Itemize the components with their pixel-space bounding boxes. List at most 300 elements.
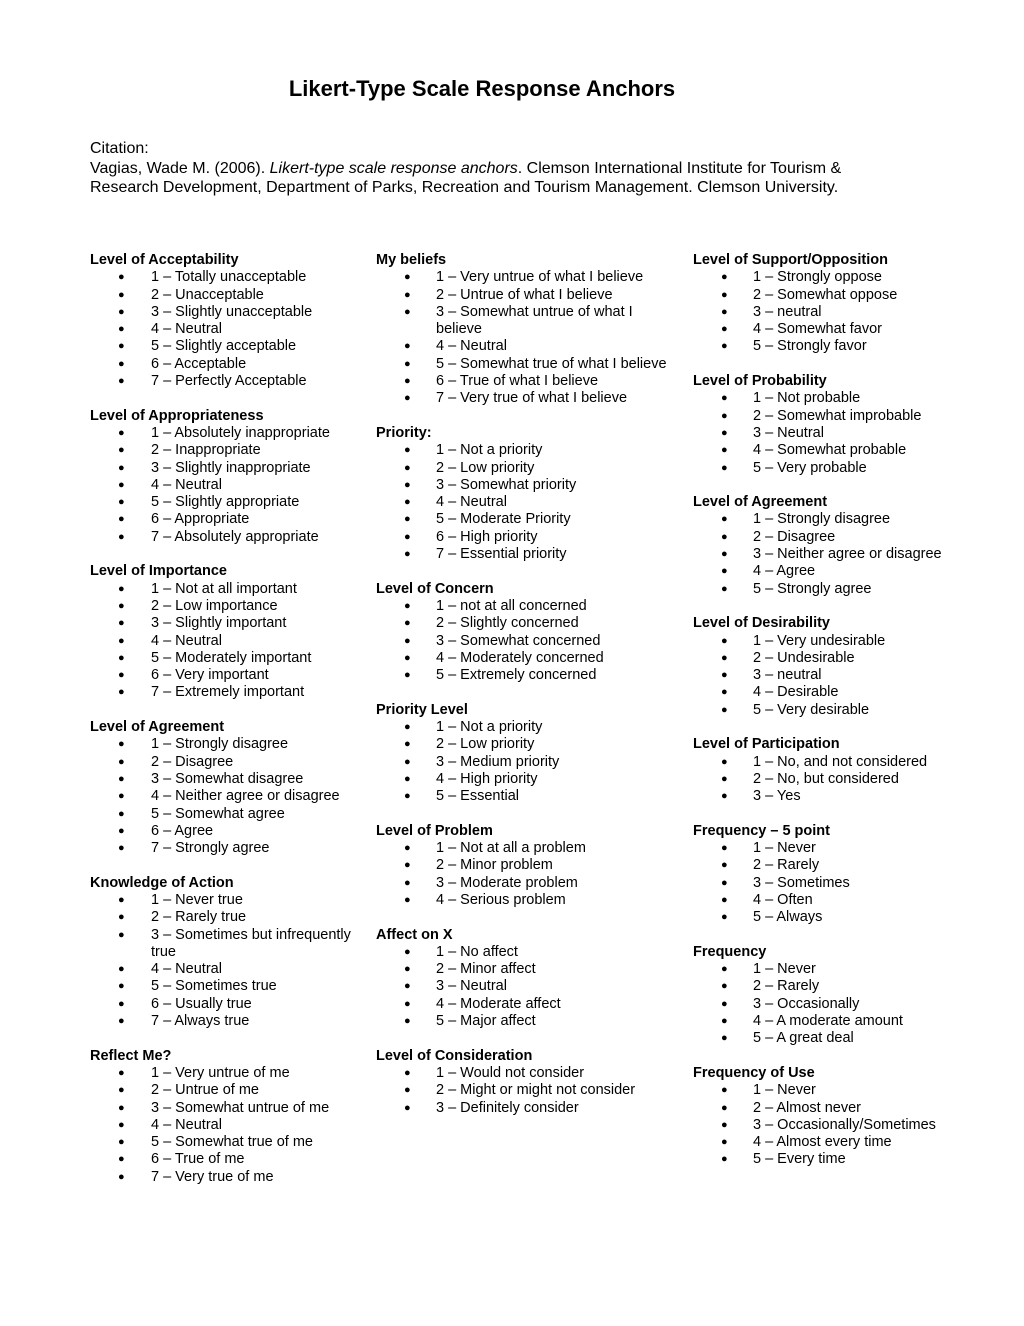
list-item [376,287,676,304]
list-item [693,875,993,892]
bullet-icon: ● [118,1066,125,1079]
list-item [90,356,360,373]
bullet-icon: ● [721,1015,728,1028]
bullet-icon: ● [404,738,411,751]
scale-section [90,719,360,857]
list-item-text: 6 – Appropriate [151,511,250,528]
list-item [693,546,993,563]
list-item [90,684,360,701]
section-title: Priority Level [376,701,468,718]
list-item-text: 7 – Extremely important [151,684,305,701]
list-item-text: 6 – Acceptable [151,355,247,372]
citation-prefix: Vagias, Wade M. (2006). [90,159,270,177]
bullet-icon: ● [721,980,728,993]
column-right [693,252,993,1186]
list-item-text: 2 – Disagree [753,528,836,545]
anchor-list [90,736,360,857]
bullet-icon: ● [118,444,125,457]
list-item [376,390,676,407]
list-item-text: 4 – Desirable [753,684,839,701]
list-item [90,511,360,528]
scale-section [693,373,993,477]
scale-section [693,1065,993,1169]
list-item-text: 7 – Very true of me [151,1168,274,1185]
bullet-icon: ● [118,513,125,526]
list-item-text: 3 – Moderate problem [436,874,578,891]
bullet-icon: ● [404,859,411,872]
bullet-icon: ● [721,271,728,284]
list-item-text: 1 – Never [753,961,816,978]
bullet-icon: ● [118,340,125,353]
list-item-text: 2 – Low priority [436,736,535,753]
list-item-text: 6 – Usually true [151,995,252,1012]
list-item-text: 5 – A great deal [753,1030,854,1047]
anchor-list [693,269,993,355]
section-title: Frequency [693,943,767,960]
list-item [90,598,360,615]
scale-section [90,1048,360,1186]
bullet-icon: ● [721,426,728,439]
list-item-text: 1 – Not a priority [436,719,543,736]
list-item-text: 4 – Neither agree or disagree [151,788,340,805]
list-item-text: 3 – Sometimes but infrequently true [151,926,351,960]
bullet-icon: ● [721,1084,728,1097]
anchor-list [90,581,360,702]
list-item [90,1082,360,1099]
bullet-icon: ● [721,444,728,457]
list-item [376,1082,676,1099]
list-item [376,788,676,805]
list-item-text: 5 – Slightly acceptable [151,338,297,355]
list-item [90,1100,360,1117]
list-item-text: 1 – No affect [436,943,518,960]
list-item-text: 3 – Neutral [436,978,507,995]
list-item [376,477,676,494]
bullet-icon: ● [118,496,125,509]
list-item [376,615,676,632]
list-item [376,511,676,528]
list-item-text: 3 – neutral [753,667,822,684]
list-item-text: 5 – Moderate Priority [436,511,571,528]
list-item-text: 1 – Not at all a problem [436,840,586,857]
list-item-text: 4 – A moderate amount [753,1013,903,1030]
bullet-icon: ● [404,357,411,370]
section-title: Level of Participation [693,736,840,753]
bullet-icon: ● [721,876,728,889]
list-item-text: 4 – Somewhat probable [753,442,907,459]
list-item-text: 2 – Disagree [151,753,234,770]
list-item [90,494,360,511]
list-item [90,373,360,390]
anchor-list [376,944,676,1030]
list-item [693,754,993,771]
bullet-icon: ● [404,599,411,612]
scale-section [90,252,360,390]
list-item-text: 5 – Extremely concerned [436,667,597,684]
list-item-text: 3 – Definitely consider [436,1099,579,1116]
list-item-text: 1 – Absolutely inappropriate [151,424,330,441]
list-item [693,1134,993,1151]
list-item-text: 4 – Serious problem [436,891,566,908]
list-item [90,1134,360,1151]
list-item [693,633,993,650]
bullet-icon: ● [404,1084,411,1097]
bullet-icon: ● [118,1136,125,1149]
bullet-icon: ● [404,617,411,630]
bullet-icon: ● [404,461,411,474]
list-item [90,978,360,995]
bullet-icon: ● [118,271,125,284]
list-item-text: 5 – Slightly appropriate [151,494,300,511]
scale-section [376,1048,676,1117]
bullet-icon: ● [118,651,125,664]
list-item [90,650,360,667]
bullet-icon: ● [118,738,125,751]
bullet-icon: ● [118,1101,125,1114]
scale-section [376,425,676,563]
list-item-text: 5 – Somewhat agree [151,805,285,822]
section-title: Priority: [376,424,432,441]
anchor-list [693,633,993,719]
list-item-text: 1 – Would not consider [436,1064,585,1081]
bullet-icon: ● [118,582,125,595]
citation-suffix: . Clemson International Institute for Tourism & Research Development, Department of Parks, Recreation and Tourism Management. Clemson University. [90,159,842,196]
bullet-icon: ● [404,1015,411,1028]
list-item [90,823,360,840]
list-item-text: 4 – Moderate affect [436,995,561,1012]
bullet-icon: ● [118,1153,125,1166]
bullet-icon: ● [721,842,728,855]
bullet-icon: ● [118,824,125,837]
list-item [90,633,360,650]
list-item-text: 3 – Neither agree or disagree [753,546,942,563]
list-item-text: 3 – Neutral [753,424,824,441]
column-middle [376,252,676,1134]
bullet-icon: ● [721,340,728,353]
list-item-text: 6 – Very important [151,667,269,684]
list-item [90,771,360,788]
list-item-text: 7 – Perfectly Acceptable [151,373,307,390]
bullet-icon: ● [721,582,728,595]
list-item [693,321,993,338]
list-item [693,788,993,805]
list-item [376,1065,676,1082]
bullet-icon: ● [404,478,411,491]
bullet-icon: ● [721,1136,728,1149]
list-item [693,650,993,667]
bullet-icon: ● [118,288,125,301]
section-title: My beliefs [376,252,447,268]
list-item [376,736,676,753]
list-item-text: 2 – Rarely [753,857,820,874]
list-item-text: 2 – Slightly concerned [436,615,579,632]
section-title: Level of Agreement [693,494,828,511]
anchor-list [376,1065,676,1117]
list-item [693,442,993,459]
list-item [376,857,676,874]
list-item [693,892,993,909]
section-title: Frequency – 5 point [693,822,830,839]
bullet-icon: ● [118,634,125,647]
list-item-text: 4 – Somewhat favor [753,321,882,338]
list-item-text: 4 – Neutral [436,494,507,511]
scale-section [693,252,993,356]
anchor-list [90,425,360,546]
list-item-text: 7 – Strongly agree [151,840,270,857]
list-item-text: 3 – Occasionally/Sometimes [753,1116,936,1133]
bullet-icon: ● [404,271,411,284]
bullet-icon: ● [404,669,411,682]
bullet-icon: ● [404,530,411,543]
scale-section [90,563,360,701]
list-item-text: 1 – Very untrue of what I believe [436,269,644,286]
list-item [376,356,676,373]
bullet-icon: ● [721,1153,728,1166]
list-item [90,338,360,355]
list-item [90,840,360,857]
list-item [376,719,676,736]
bullet-icon: ● [721,392,728,405]
bullet-icon: ● [118,997,125,1010]
list-item-text: 4 – High priority [436,770,538,787]
bullet-icon: ● [118,357,125,370]
list-item-text: 1 – Strongly disagree [753,511,891,528]
list-item-text: 3 – Somewhat disagree [151,770,304,787]
list-item [90,961,360,978]
list-item-text: 5 – Very desirable [753,701,870,718]
bullet-icon: ● [118,375,125,388]
bullet-icon: ● [404,721,411,734]
list-item [693,269,993,286]
list-item [693,460,993,477]
scale-section [693,823,993,927]
list-item [376,460,676,477]
list-item-text: 3 – Slightly important [151,615,287,632]
list-item-text: 3 – Somewhat priority [436,476,577,493]
citation [90,139,890,198]
bullet-icon: ● [721,997,728,1010]
list-item-text: 2 – Almost never [753,1099,861,1116]
list-item [90,806,360,823]
anchor-list [693,840,993,926]
list-item [90,754,360,771]
list-item-text: 4 – Agree [753,563,816,580]
bullet-icon: ● [118,461,125,474]
list-item [90,477,360,494]
bullet-icon: ● [404,790,411,803]
bullet-icon: ● [721,1101,728,1114]
list-item [376,494,676,511]
bullet-icon: ● [404,444,411,457]
list-item-text: 7 – Very true of what I believe [436,390,628,407]
bullet-icon: ● [404,392,411,405]
list-item-text: 2 – Untrue of what I believe [436,286,613,303]
list-item-text: 1 – Strongly disagree [151,736,289,753]
list-item-text: 3 – Somewhat untrue of what I believe [436,303,633,338]
list-item-text: 4 – Often [753,891,813,908]
list-item [693,1030,993,1047]
list-item [693,961,993,978]
list-item [693,1013,993,1030]
bullet-icon: ● [118,893,125,906]
list-item [90,996,360,1013]
scale-section [376,927,676,1031]
list-item-text: 1 – Not a priority [436,442,543,459]
bullet-icon: ● [721,288,728,301]
list-item [376,961,676,978]
bullet-icon: ● [404,513,411,526]
bullet-icon: ● [404,963,411,976]
list-item-text: 7 – Always true [151,1013,250,1030]
list-item [376,373,676,390]
anchor-list [376,598,676,684]
section-title: Level of Desirability [693,615,830,632]
list-item-text: 2 – Low priority [436,459,535,476]
bullet-icon: ● [721,1032,728,1045]
bullet-icon: ● [118,426,125,439]
section-title: Reflect Me? [90,1047,172,1064]
bullet-icon: ● [404,893,411,906]
bullet-icon: ● [404,772,411,785]
bullet-icon: ● [118,1118,125,1131]
list-item [693,338,993,355]
list-item-text: 5 – Somewhat true of what I believe [436,355,667,372]
list-item [90,667,360,684]
list-item [376,892,676,909]
section-title: Level of Concern [376,580,494,597]
anchor-list [693,1082,993,1168]
list-item [693,563,993,580]
bullet-icon: ● [721,686,728,699]
bullet-icon: ● [118,1170,125,1183]
bullet-icon: ● [721,790,728,803]
list-item [693,408,993,425]
list-item [693,1117,993,1134]
bullet-icon: ● [721,669,728,682]
list-item [90,460,360,477]
section-title: Level of Problem [376,822,493,839]
page-title: Likert-Type Scale Response Anchors [288,76,676,101]
bullet-icon: ● [118,980,125,993]
list-item [90,304,360,321]
list-item-text: 4 – Neutral [151,321,222,338]
list-item [693,511,993,528]
list-item-text: 3 – Medium priority [436,753,560,770]
list-item-text: 7 – Essential priority [436,546,567,563]
list-item-text: 5 – Always [753,909,823,926]
list-item [376,978,676,995]
bullet-icon: ● [118,478,125,491]
list-item [376,338,676,355]
bullet-icon: ● [404,997,411,1010]
bullet-icon: ● [721,565,728,578]
anchor-list [693,511,993,597]
list-item-text: 4 – Neutral [436,338,507,355]
scale-section [693,615,993,719]
list-item [693,304,993,321]
list-item [376,840,676,857]
list-item [376,1013,676,1030]
bullet-icon: ● [118,323,125,336]
list-item [90,321,360,338]
list-item-text: 5 – Essential [436,788,520,805]
list-item [693,840,993,857]
bullet-icon: ● [404,945,411,958]
list-item [90,442,360,459]
bullet-icon: ● [118,1015,125,1028]
list-item [693,1151,993,1168]
list-item-text: 5 – Sometimes true [151,978,277,995]
list-item [376,546,676,563]
list-item [693,390,993,407]
list-item [90,425,360,442]
bullet-icon: ● [404,842,411,855]
list-item [693,702,993,719]
list-item [376,269,676,286]
scale-section [90,408,360,546]
bullet-icon: ● [404,1066,411,1079]
bullet-icon: ● [118,928,125,941]
list-item [693,1082,993,1099]
bullet-icon: ● [721,911,728,924]
bullet-icon: ● [404,305,411,318]
bullet-icon: ● [721,548,728,561]
list-item [693,581,993,598]
list-item-text: 5 – Very probable [753,459,867,476]
section-title: Level of Appropriateness [90,407,264,424]
list-item-text: 4 – Neutral [151,1116,222,1133]
bullet-icon: ● [721,530,728,543]
bullet-icon: ● [118,1084,125,1097]
list-item [90,892,360,909]
scale-section [693,944,993,1048]
list-item-text: 2 – Untrue of me [151,1082,259,1099]
list-item-text: 6 – True of what I believe [436,373,599,390]
list-item-text: 4 – Moderately concerned [436,649,604,666]
anchor-list [376,269,676,407]
bullet-icon: ● [404,980,411,993]
list-item-text: 2 – Unacceptable [151,286,264,303]
bullet-icon: ● [118,772,125,785]
bullet-icon: ● [404,634,411,647]
scale-section [693,494,993,598]
bullet-icon: ● [118,911,125,924]
anchor-list [376,840,676,909]
anchor-list [90,1065,360,1186]
list-item-text: 3 – Yes [753,788,801,805]
scale-section [693,736,993,805]
list-item-text: 2 – Somewhat oppose [753,286,898,303]
list-item-text: 2 – Rarely true [151,909,247,926]
bullet-icon: ● [118,963,125,976]
anchor-list [693,390,993,476]
list-item [376,875,676,892]
list-item-text: 2 – Somewhat improbable [753,407,922,424]
list-item-text: 1 – Strongly oppose [753,269,882,286]
list-item-text: 3 – Occasionally [753,995,860,1012]
list-item-text: 6 – Agree [151,822,214,839]
bullet-icon: ● [404,548,411,561]
list-item [693,287,993,304]
list-item-text: 6 – High priority [436,528,538,545]
list-item-text: 1 – Never true [151,891,243,908]
bullet-icon: ● [118,305,125,318]
section-title: Level of Agreement [90,719,225,736]
scale-section [376,581,676,685]
bullet-icon: ● [404,340,411,353]
anchor-list [90,892,360,1030]
list-item-text: 2 – Rarely [753,978,820,995]
